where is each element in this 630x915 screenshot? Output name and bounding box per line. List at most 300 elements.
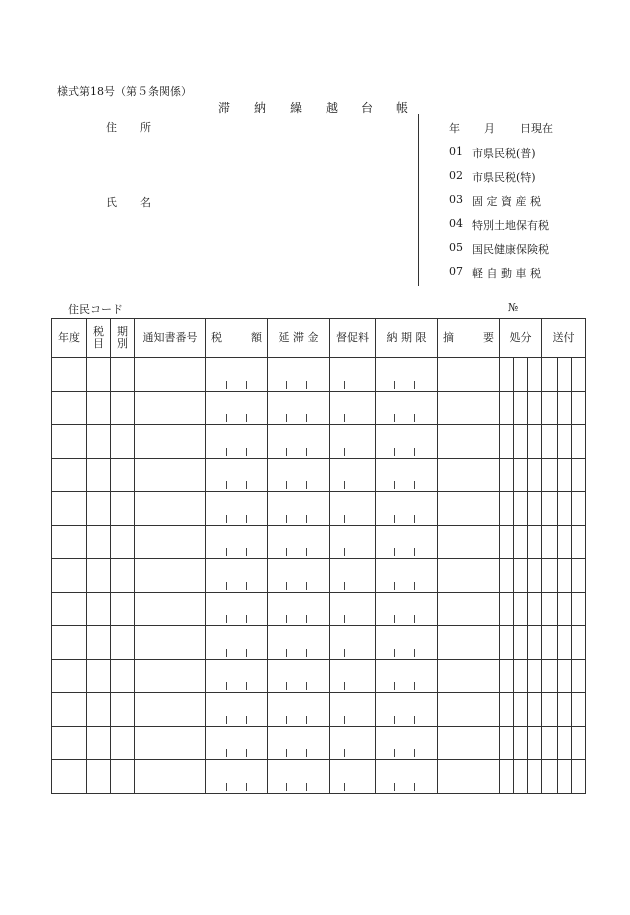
cell-year[interactable] bbox=[52, 425, 87, 459]
cell-year[interactable] bbox=[52, 626, 87, 660]
cell-remarks[interactable] bbox=[438, 726, 500, 760]
date-year-label: 年 bbox=[449, 122, 460, 135]
digit-guide-tick bbox=[344, 682, 345, 690]
cell-sent-1[interactable] bbox=[542, 693, 558, 727]
col-remarks-a: 摘 bbox=[443, 331, 454, 344]
ledger-row bbox=[52, 726, 586, 760]
cell-disposition-2[interactable] bbox=[514, 693, 528, 727]
cell-sent-2[interactable] bbox=[558, 726, 572, 760]
cell-disposition-2[interactable] bbox=[514, 458, 528, 492]
cell-sent-2[interactable] bbox=[558, 592, 572, 626]
cell-year[interactable] bbox=[52, 693, 87, 727]
cell-sent-2[interactable] bbox=[558, 626, 572, 660]
digit-guide-tick bbox=[414, 783, 415, 791]
cell-sent-2[interactable] bbox=[558, 391, 572, 425]
cell-year[interactable] bbox=[52, 358, 87, 392]
digit-guide-tick bbox=[246, 381, 247, 389]
cell-disposition-2[interactable] bbox=[514, 726, 528, 760]
digit-guide-tick bbox=[226, 749, 227, 757]
cell-sent-1[interactable] bbox=[542, 592, 558, 626]
digit-guide-tick bbox=[306, 548, 307, 556]
cell-remarks[interactable] bbox=[438, 760, 500, 794]
cell-tax-amount[interactable] bbox=[206, 760, 268, 794]
digit-guide-tick bbox=[226, 682, 227, 690]
name-label-1: 氏 bbox=[106, 196, 117, 209]
cell-sent-3[interactable] bbox=[572, 559, 586, 593]
digit-guide-tick bbox=[344, 582, 345, 590]
digit-guide-tick bbox=[246, 716, 247, 724]
cell-disposition-2[interactable] bbox=[514, 559, 528, 593]
digit-guide-tick bbox=[394, 649, 395, 657]
ledger-row bbox=[52, 659, 586, 693]
digit-guide-tick bbox=[306, 649, 307, 657]
digit-guide-tick bbox=[286, 682, 287, 690]
digit-guide-tick bbox=[414, 481, 415, 489]
cell-notice-no[interactable] bbox=[135, 358, 206, 392]
digit-guide-tick bbox=[226, 716, 227, 724]
cell-notice-no[interactable] bbox=[135, 425, 206, 459]
cell-disposition-1[interactable] bbox=[500, 391, 514, 425]
cell-due-date[interactable] bbox=[376, 492, 438, 526]
cell-late-fee[interactable] bbox=[268, 425, 330, 459]
cell-disposition-2[interactable] bbox=[514, 358, 528, 392]
cell-year[interactable] bbox=[52, 659, 87, 693]
cell-remarks[interactable] bbox=[438, 659, 500, 693]
cell-period[interactable] bbox=[111, 425, 135, 459]
digit-guide-tick bbox=[226, 481, 227, 489]
cell-sent-2[interactable] bbox=[558, 458, 572, 492]
cell-year[interactable] bbox=[52, 492, 87, 526]
cell-disposition-3[interactable] bbox=[528, 559, 542, 593]
cell-dunning-fee[interactable] bbox=[330, 425, 376, 459]
cell-period[interactable] bbox=[111, 760, 135, 794]
cell-notice-no[interactable] bbox=[135, 726, 206, 760]
cell-sent-2[interactable] bbox=[558, 492, 572, 526]
cell-due-date[interactable] bbox=[376, 659, 438, 693]
cell-remarks[interactable] bbox=[438, 425, 500, 459]
digit-guide-tick bbox=[226, 381, 227, 389]
ledger-table bbox=[51, 318, 586, 794]
cell-tax-item[interactable] bbox=[87, 659, 111, 693]
digit-guide-tick bbox=[344, 515, 345, 523]
cell-period[interactable] bbox=[111, 592, 135, 626]
tax-code: 01 bbox=[449, 145, 463, 158]
cell-disposition-1[interactable] bbox=[500, 358, 514, 392]
title-char: 越 bbox=[326, 101, 339, 115]
cell-remarks[interactable] bbox=[438, 525, 500, 559]
cell-late-fee[interactable] bbox=[268, 760, 330, 794]
cell-disposition-1[interactable] bbox=[500, 659, 514, 693]
cell-sent-3[interactable] bbox=[572, 492, 586, 526]
cell-late-fee[interactable] bbox=[268, 592, 330, 626]
tax-code: 04 bbox=[449, 217, 463, 230]
digit-guide-tick bbox=[344, 649, 345, 657]
digit-guide-tick bbox=[414, 515, 415, 523]
cell-dunning-fee[interactable] bbox=[330, 693, 376, 727]
cell-due-date[interactable] bbox=[376, 559, 438, 593]
tax-name: 市県民税(普) bbox=[472, 147, 536, 160]
cell-sent-1[interactable] bbox=[542, 458, 558, 492]
cell-due-date[interactable] bbox=[376, 726, 438, 760]
cell-disposition-3[interactable] bbox=[528, 726, 542, 760]
cell-tax-amount[interactable] bbox=[206, 693, 268, 727]
col-tax-amount bbox=[206, 319, 268, 358]
digit-guide-tick bbox=[414, 615, 415, 623]
digit-guide-tick bbox=[414, 682, 415, 690]
digit-guide-tick bbox=[246, 414, 247, 422]
digit-guide-tick bbox=[246, 448, 247, 456]
digit-guide-tick bbox=[344, 481, 345, 489]
cell-sent-1[interactable] bbox=[542, 492, 558, 526]
cell-late-fee[interactable] bbox=[268, 726, 330, 760]
cell-sent-3[interactable] bbox=[572, 626, 586, 660]
cell-due-date[interactable] bbox=[376, 760, 438, 794]
cell-sent-3[interactable] bbox=[572, 592, 586, 626]
cell-sent-2[interactable] bbox=[558, 525, 572, 559]
digit-guide-tick bbox=[286, 515, 287, 523]
digit-guide-tick bbox=[344, 615, 345, 623]
cell-notice-no[interactable] bbox=[135, 458, 206, 492]
cell-disposition-1[interactable] bbox=[500, 592, 514, 626]
col-tax-item bbox=[87, 319, 111, 358]
cell-late-fee[interactable] bbox=[268, 659, 330, 693]
cell-notice-no[interactable] bbox=[135, 525, 206, 559]
cell-dunning-fee[interactable] bbox=[330, 492, 376, 526]
cell-tax-item[interactable] bbox=[87, 358, 111, 392]
cell-sent-2[interactable] bbox=[558, 760, 572, 794]
cell-tax-amount[interactable] bbox=[206, 525, 268, 559]
cell-sent-1[interactable] bbox=[542, 659, 558, 693]
cell-late-fee[interactable] bbox=[268, 559, 330, 593]
digit-guide-tick bbox=[246, 615, 247, 623]
col-late-fee: 延 滞 金 bbox=[268, 319, 330, 358]
digit-guide-tick bbox=[286, 749, 287, 757]
cell-sent-3[interactable] bbox=[572, 726, 586, 760]
cell-disposition-1[interactable] bbox=[500, 726, 514, 760]
cell-tax-amount[interactable] bbox=[206, 358, 268, 392]
cell-disposition-3[interactable] bbox=[528, 693, 542, 727]
col-notice-no: 通知書番号 bbox=[135, 319, 206, 358]
cell-dunning-fee[interactable] bbox=[330, 391, 376, 425]
cell-tax-item[interactable] bbox=[87, 492, 111, 526]
digit-guide-tick bbox=[344, 448, 345, 456]
address-label-2: 所 bbox=[140, 121, 151, 134]
cell-tax-amount[interactable] bbox=[206, 726, 268, 760]
digit-guide-tick bbox=[414, 448, 415, 456]
digit-guide-tick bbox=[286, 481, 287, 489]
digit-guide-tick bbox=[394, 615, 395, 623]
cell-remarks[interactable] bbox=[438, 391, 500, 425]
cell-period[interactable] bbox=[111, 693, 135, 727]
cell-disposition-2[interactable] bbox=[514, 659, 528, 693]
cell-disposition-3[interactable] bbox=[528, 525, 542, 559]
ledger-row bbox=[52, 592, 586, 626]
cell-sent-3[interactable] bbox=[572, 693, 586, 727]
col-tax-item-label: 税目 bbox=[93, 325, 104, 350]
cell-remarks[interactable] bbox=[438, 492, 500, 526]
ledger-row bbox=[52, 425, 586, 459]
cell-due-date[interactable] bbox=[376, 626, 438, 660]
cell-due-date[interactable] bbox=[376, 391, 438, 425]
cell-sent-1[interactable] bbox=[542, 626, 558, 660]
ledger-row bbox=[52, 760, 586, 794]
title-char: 滞 bbox=[218, 101, 231, 115]
cell-period[interactable] bbox=[111, 659, 135, 693]
cell-disposition-3[interactable] bbox=[528, 760, 542, 794]
cell-disposition-1[interactable] bbox=[500, 626, 514, 660]
cell-period[interactable] bbox=[111, 391, 135, 425]
cell-sent-3[interactable] bbox=[572, 525, 586, 559]
cell-period[interactable] bbox=[111, 559, 135, 593]
digit-guide-tick bbox=[226, 649, 227, 657]
cell-year[interactable] bbox=[52, 592, 87, 626]
cell-sent-1[interactable] bbox=[542, 726, 558, 760]
digit-guide-tick bbox=[306, 414, 307, 422]
cell-due-date[interactable] bbox=[376, 358, 438, 392]
digit-guide-tick bbox=[394, 749, 395, 757]
col-dunning-fee: 督促料 bbox=[330, 319, 376, 358]
cell-dunning-fee[interactable] bbox=[330, 358, 376, 392]
cell-dunning-fee[interactable] bbox=[330, 458, 376, 492]
cell-remarks[interactable] bbox=[438, 592, 500, 626]
cell-sent-3[interactable] bbox=[572, 659, 586, 693]
digit-guide-tick bbox=[226, 414, 227, 422]
cell-notice-no[interactable] bbox=[135, 693, 206, 727]
cell-due-date[interactable] bbox=[376, 693, 438, 727]
cell-late-fee[interactable] bbox=[268, 492, 330, 526]
cell-tax-amount[interactable] bbox=[206, 458, 268, 492]
col-remarks-b: 要 bbox=[483, 331, 494, 344]
cell-dunning-fee[interactable] bbox=[330, 525, 376, 559]
resident-code-label: 住民コード bbox=[68, 303, 123, 316]
cell-notice-no[interactable] bbox=[135, 391, 206, 425]
cell-late-fee[interactable] bbox=[268, 693, 330, 727]
cell-tax-item[interactable] bbox=[87, 592, 111, 626]
cell-sent-1[interactable] bbox=[542, 391, 558, 425]
cell-tax-item[interactable] bbox=[87, 693, 111, 727]
digit-guide-tick bbox=[344, 381, 345, 389]
cell-disposition-3[interactable] bbox=[528, 626, 542, 660]
cell-due-date[interactable] bbox=[376, 592, 438, 626]
cell-period[interactable] bbox=[111, 525, 135, 559]
ledger-row bbox=[52, 525, 586, 559]
cell-late-fee[interactable] bbox=[268, 626, 330, 660]
cell-dunning-fee[interactable] bbox=[330, 592, 376, 626]
digit-guide-tick bbox=[246, 515, 247, 523]
cell-disposition-3[interactable] bbox=[528, 391, 542, 425]
cell-disposition-2[interactable] bbox=[514, 525, 528, 559]
cell-tax-amount[interactable] bbox=[206, 391, 268, 425]
cell-disposition-3[interactable] bbox=[528, 458, 542, 492]
digit-guide-tick bbox=[286, 649, 287, 657]
digit-guide-tick bbox=[344, 716, 345, 724]
ledger-row bbox=[52, 626, 586, 660]
cell-disposition-3[interactable] bbox=[528, 592, 542, 626]
tax-name: 市県民税(特) bbox=[472, 171, 536, 184]
cell-tax-amount[interactable] bbox=[206, 492, 268, 526]
digit-guide-tick bbox=[344, 783, 345, 791]
digit-guide-tick bbox=[306, 448, 307, 456]
col-tax-amount-b: 額 bbox=[251, 331, 262, 344]
cell-dunning-fee[interactable] bbox=[330, 760, 376, 794]
cell-disposition-1[interactable] bbox=[500, 693, 514, 727]
cell-remarks[interactable] bbox=[438, 458, 500, 492]
cell-disposition-3[interactable] bbox=[528, 659, 542, 693]
cell-disposition-2[interactable] bbox=[514, 425, 528, 459]
cell-disposition-1[interactable] bbox=[500, 760, 514, 794]
digit-guide-tick bbox=[344, 749, 345, 757]
digit-guide-tick bbox=[246, 749, 247, 757]
cell-remarks[interactable] bbox=[438, 626, 500, 660]
col-period bbox=[111, 319, 135, 358]
title-char: 台 bbox=[361, 101, 374, 115]
ledger-body bbox=[52, 358, 586, 794]
cell-disposition-1[interactable] bbox=[500, 492, 514, 526]
digit-guide-tick bbox=[394, 582, 395, 590]
digit-guide-tick bbox=[344, 548, 345, 556]
cell-tax-item[interactable] bbox=[87, 525, 111, 559]
cell-dunning-fee[interactable] bbox=[330, 726, 376, 760]
digit-guide-tick bbox=[394, 414, 395, 422]
digit-guide-tick bbox=[306, 749, 307, 757]
cell-sent-2[interactable] bbox=[558, 425, 572, 459]
cell-due-date[interactable] bbox=[376, 525, 438, 559]
cell-disposition-1[interactable] bbox=[500, 425, 514, 459]
cell-year[interactable] bbox=[52, 559, 87, 593]
cell-disposition-1[interactable] bbox=[500, 525, 514, 559]
cell-disposition-3[interactable] bbox=[528, 425, 542, 459]
cell-tax-amount[interactable] bbox=[206, 559, 268, 593]
digit-guide-tick bbox=[414, 414, 415, 422]
cell-tax-item[interactable] bbox=[87, 559, 111, 593]
digit-guide-tick bbox=[226, 582, 227, 590]
tax-name: 特別土地保有税 bbox=[472, 219, 549, 232]
cell-sent-1[interactable] bbox=[542, 760, 558, 794]
cell-year[interactable] bbox=[52, 458, 87, 492]
tax-code: 03 bbox=[449, 193, 463, 206]
cell-tax-item[interactable] bbox=[87, 425, 111, 459]
cell-tax-amount[interactable] bbox=[206, 659, 268, 693]
cell-notice-no[interactable] bbox=[135, 659, 206, 693]
cell-sent-3[interactable] bbox=[572, 760, 586, 794]
cell-tax-amount[interactable] bbox=[206, 425, 268, 459]
cell-disposition-2[interactable] bbox=[514, 626, 528, 660]
cell-sent-3[interactable] bbox=[572, 391, 586, 425]
digit-guide-tick bbox=[226, 615, 227, 623]
cell-sent-3[interactable] bbox=[572, 425, 586, 459]
digit-guide-tick bbox=[306, 682, 307, 690]
cell-tax-item[interactable] bbox=[87, 458, 111, 492]
cell-late-fee[interactable] bbox=[268, 458, 330, 492]
cell-remarks[interactable] bbox=[438, 358, 500, 392]
cell-disposition-3[interactable] bbox=[528, 492, 542, 526]
cell-dunning-fee[interactable] bbox=[330, 659, 376, 693]
cell-tax-item[interactable] bbox=[87, 726, 111, 760]
cell-notice-no[interactable] bbox=[135, 492, 206, 526]
cell-dunning-fee[interactable] bbox=[330, 626, 376, 660]
tax-code: 05 bbox=[449, 241, 463, 254]
cell-notice-no[interactable] bbox=[135, 559, 206, 593]
cell-sent-2[interactable] bbox=[558, 693, 572, 727]
cell-year[interactable] bbox=[52, 760, 87, 794]
digit-guide-tick bbox=[246, 682, 247, 690]
ledger-row bbox=[52, 559, 586, 593]
cell-sent-1[interactable] bbox=[542, 525, 558, 559]
cell-notice-no[interactable] bbox=[135, 760, 206, 794]
cell-tax-amount[interactable] bbox=[206, 592, 268, 626]
cell-sent-1[interactable] bbox=[542, 425, 558, 459]
cell-notice-no[interactable] bbox=[135, 626, 206, 660]
cell-tax-amount[interactable] bbox=[206, 626, 268, 660]
cell-sent-3[interactable] bbox=[572, 458, 586, 492]
cell-disposition-1[interactable] bbox=[500, 458, 514, 492]
cell-dunning-fee[interactable] bbox=[330, 559, 376, 593]
cell-due-date[interactable] bbox=[376, 425, 438, 459]
cell-sent-2[interactable] bbox=[558, 559, 572, 593]
digit-guide-tick bbox=[414, 649, 415, 657]
cell-period[interactable] bbox=[111, 726, 135, 760]
cell-due-date[interactable] bbox=[376, 458, 438, 492]
cell-late-fee[interactable] bbox=[268, 525, 330, 559]
cell-disposition-2[interactable] bbox=[514, 391, 528, 425]
cell-period[interactable] bbox=[111, 492, 135, 526]
cell-sent-3[interactable] bbox=[572, 358, 586, 392]
digit-guide-tick bbox=[286, 414, 287, 422]
address-label-1: 住 bbox=[106, 121, 117, 134]
ledger-row bbox=[52, 391, 586, 425]
digit-guide-tick bbox=[286, 582, 287, 590]
digit-guide-tick bbox=[394, 783, 395, 791]
header-row bbox=[52, 319, 586, 358]
col-remarks bbox=[438, 319, 500, 358]
cell-sent-2[interactable] bbox=[558, 358, 572, 392]
cell-tax-item[interactable] bbox=[87, 626, 111, 660]
cell-sent-1[interactable] bbox=[542, 358, 558, 392]
tax-name: 固 定 資 産 税 bbox=[472, 195, 541, 208]
digit-guide-tick bbox=[226, 783, 227, 791]
ledger-row bbox=[52, 693, 586, 727]
cell-remarks[interactable] bbox=[438, 559, 500, 593]
cell-tax-item[interactable] bbox=[87, 391, 111, 425]
cell-disposition-2[interactable] bbox=[514, 760, 528, 794]
cell-late-fee[interactable] bbox=[268, 358, 330, 392]
cell-period[interactable] bbox=[111, 458, 135, 492]
cell-year[interactable] bbox=[52, 391, 87, 425]
digit-guide-tick bbox=[306, 582, 307, 590]
cell-sent-1[interactable] bbox=[542, 559, 558, 593]
cell-remarks[interactable] bbox=[438, 693, 500, 727]
col-sent: 送付 bbox=[542, 319, 586, 358]
cell-late-fee[interactable] bbox=[268, 391, 330, 425]
cell-disposition-2[interactable] bbox=[514, 492, 528, 526]
cell-disposition-3[interactable] bbox=[528, 358, 542, 392]
digit-guide-tick bbox=[394, 548, 395, 556]
col-year: 年度 bbox=[52, 319, 87, 358]
cell-disposition-1[interactable] bbox=[500, 559, 514, 593]
cell-period[interactable] bbox=[111, 626, 135, 660]
cell-notice-no[interactable] bbox=[135, 592, 206, 626]
digit-guide-tick bbox=[286, 548, 287, 556]
digit-guide-tick bbox=[286, 783, 287, 791]
cell-sent-2[interactable] bbox=[558, 659, 572, 693]
digit-guide-tick bbox=[246, 548, 247, 556]
cell-year[interactable] bbox=[52, 525, 87, 559]
digit-guide-tick bbox=[394, 381, 395, 389]
cell-tax-item[interactable] bbox=[87, 760, 111, 794]
cell-period[interactable] bbox=[111, 358, 135, 392]
cell-disposition-2[interactable] bbox=[514, 592, 528, 626]
cell-year[interactable] bbox=[52, 726, 87, 760]
